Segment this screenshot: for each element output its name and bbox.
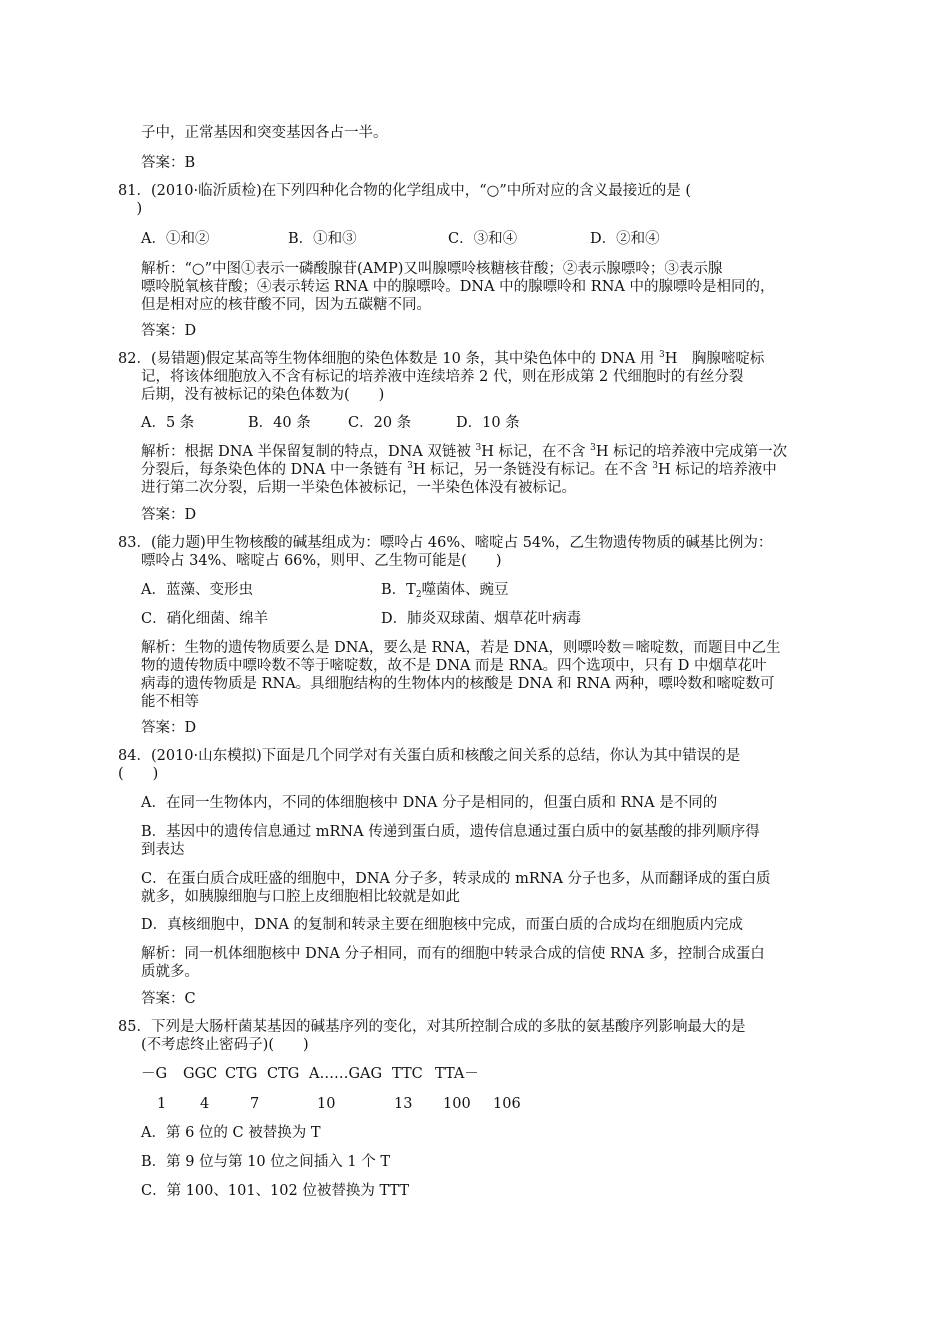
question-81-line1: 81．(2010·临沂质检)在下列四种化合物的化学组成中，“○”中所对应的含义最接近的是 ( [118, 183, 692, 199]
sequence-position: 13 [394, 1096, 413, 1112]
option-84-c-line1: C．在蛋白质合成旺盛的细胞中，DNA 分子多，转录成的 mRNA 分子也多，从而翻译成的蛋白质 [141, 871, 771, 887]
option-85-b: B．第 9 位与第 10 位之间插入 1 个 T [141, 1154, 390, 1170]
answer-81: 答案：D [141, 323, 197, 339]
explanation-82-line3: 进行第二次分裂，后期一半染色体被标记，一半染色体没有被标记。 [141, 480, 576, 496]
text-span: H 标记，在不含 [481, 444, 591, 460]
option-84-d: D．真核细胞中，DNA 的复制和转录主要在细胞核中完成，而蛋白质的合成均在细胞质内完成 [141, 917, 744, 933]
text-span: 解析：根据 DNA 半保留复制的特点，DNA 双链被 [141, 444, 476, 460]
superscript: 3 [407, 461, 413, 471]
superscript: 3 [590, 443, 596, 453]
explanation-83-line1: 解析：生物的遗传物质要么是 DNA，要么是 RNA，若是 DNA，则嘌呤数＝嘧啶数，而题目中乙生 [141, 640, 781, 656]
sequence-token: CTG [225, 1066, 258, 1082]
answer-82: 答案：D [141, 507, 197, 523]
answer-83: 答案：D [141, 720, 197, 736]
explanation-83-line4: 能不相等 [141, 694, 199, 710]
option-82-b: B．40 条 [248, 415, 311, 431]
subscript: 2 [415, 590, 422, 600]
sequence-position: 106 [493, 1096, 521, 1112]
text-span: H 标记的培养液中完成第一次 [595, 444, 788, 460]
text-span: H 标记，另一条链没有标记。在不含 [412, 462, 653, 478]
option-84-c-line2: 就多，如胰腺细胞与口腔上皮细胞相比较就是如此 [141, 889, 460, 905]
option-83-d: D．肺炎双球菌、烟草花叶病毒 [381, 611, 582, 627]
text-span: 噬菌体、豌豆 [421, 582, 509, 598]
explanation-81-line3: 但是相对应的核苷酸不同，因为五碳糖不同。 [141, 297, 431, 313]
sequence-token: GGC [183, 1066, 218, 1082]
answer-84: 答案：C [141, 991, 196, 1007]
question-82-line1 [118, 349, 840, 369]
sequence-token: TTA－ [435, 1066, 479, 1082]
explanation-81-line2: 嘌呤脱氧核苷酸；④表示转运 RNA 中的腺嘌呤。DNA 中的腺嘌呤和 RNA 中的腺嘌呤是相同的， [141, 279, 775, 295]
question-82-line3: 后期，没有被标记的染色体数为( ) [141, 387, 385, 403]
superscript: 3 [652, 461, 658, 471]
option-85-a: A．第 6 位的 C 被替换为 T [141, 1125, 321, 1141]
option-81-d: D．②和④ [590, 231, 660, 247]
option-84-a: A．在同一生物体内，不同的体细胞核中 DNA 分子是相同的，但蛋白质和 RNA 是不同的 [141, 795, 718, 811]
explanation-82-line1 [141, 442, 841, 462]
question-83-line1: 83．(能力题)甲生物核酸的碱基组成为：嘌呤占 46%、嘧啶占 54%，乙生物遗传物质的碱基比例为： [118, 535, 773, 551]
question-84-line2: ( ) [118, 766, 159, 782]
option-81-c: C．③和④ [448, 231, 518, 247]
question-85-line2: (不考虑终止密码子)( ) [141, 1037, 309, 1053]
option-83-c: C．硝化细菌、绵羊 [141, 611, 269, 627]
sequence-position: 4 [200, 1096, 210, 1112]
option-84-b-line1: B．基因中的遗传信息通过 mRNA 传递到蛋白质，遗传信息通过蛋白质中的氨基酸的排列顺序得 [141, 824, 760, 840]
sequence-position: 7 [250, 1096, 260, 1112]
option-81-a: A．①和② [141, 231, 210, 247]
option-82-a: A．5 条 [141, 415, 195, 431]
sequence-token: TTC [392, 1066, 423, 1082]
explanation-81-line1: 解析：“○”中图①表示一磷酸腺苷(AMP)又叫腺嘌呤核糖核苷酸；②表示腺嘌呤；③表示腺 [141, 261, 723, 277]
text-span: H 标记的培养液中 [657, 462, 777, 478]
explanation-84-line2: 质就多。 [141, 964, 199, 980]
explanation-82-line2 [141, 460, 841, 480]
sequence-position: 10 [317, 1096, 336, 1112]
sequence-token: CTG [267, 1066, 300, 1082]
option-82-c: C．20 条 [348, 415, 412, 431]
option-82-d: D．10 条 [456, 415, 520, 431]
option-83-a: A．蓝藻、变形虫 [141, 582, 253, 598]
sequence-position: 100 [443, 1096, 471, 1112]
sequence-position: 1 [157, 1096, 167, 1112]
explanation-84-line1: 解析：同一机体细胞核中 DNA 分子相同，而有的细胞中转录合成的信使 RNA 多，控制合成蛋白 [141, 946, 765, 962]
question-85-line1: 85．下列是大肠杆菌某基因的碱基序列的变化，对其所控制合成的多肽的氨基酸序列影响最大的是 [118, 1019, 746, 1035]
question-83-line2: 嘌呤占 34%、嘧啶占 66%，则甲、乙生物可能是( ) [141, 553, 502, 569]
text-span: 分裂后，每条染色体的 DNA 中一条链有 [141, 462, 408, 478]
question-81-line2: ) [118, 201, 143, 217]
answer-80: 答案：B [141, 155, 196, 171]
explanation-83-line3: 病毒的遗传物质是 RNA。具细胞结构的生物体内的核酸是 DNA 和 RNA 两种，嘌呤数和嘧啶数可 [141, 676, 775, 692]
explanation-83-line2: 物的遗传物质中嘌呤数不等于嘧啶数，故不是 DNA 而是 RNA。四个选项中，只有 D 中烟草花叶 [141, 658, 767, 674]
superscript: 3 [475, 443, 482, 453]
question-82-line2: 记，将该体细胞放入不含有标记的培养液中连续培养 2 代，则在形成第 2 代细胞时的有丝分裂 [141, 369, 744, 385]
option-81-b: B．①和③ [288, 231, 357, 247]
text-span: H 胸腺嘧啶标 [664, 351, 765, 367]
option-84-b-line2: 到表达 [141, 842, 185, 858]
superscript: 3 [659, 350, 665, 360]
sequence-token: －G [141, 1066, 168, 1082]
sequence-token: A……GAG [309, 1066, 383, 1082]
option-83-b [381, 580, 509, 600]
question-84-line1: 84．(2010·山东模拟)下面是几个同学对有关蛋白质和核酸之间关系的总结，你认为其中错误的是 [118, 748, 741, 764]
option-85-c: C．第 100、101、102 位被替换为 TTT [141, 1183, 410, 1199]
text-span: B．T [381, 582, 416, 598]
text-span: 82．(易错题)假定某高等生物体细胞的染色体数是 10 条，其中染色体中的 DNA 用 [118, 351, 660, 367]
text-line: 子中，正常基因和突变基因各占一半。 [141, 125, 388, 141]
